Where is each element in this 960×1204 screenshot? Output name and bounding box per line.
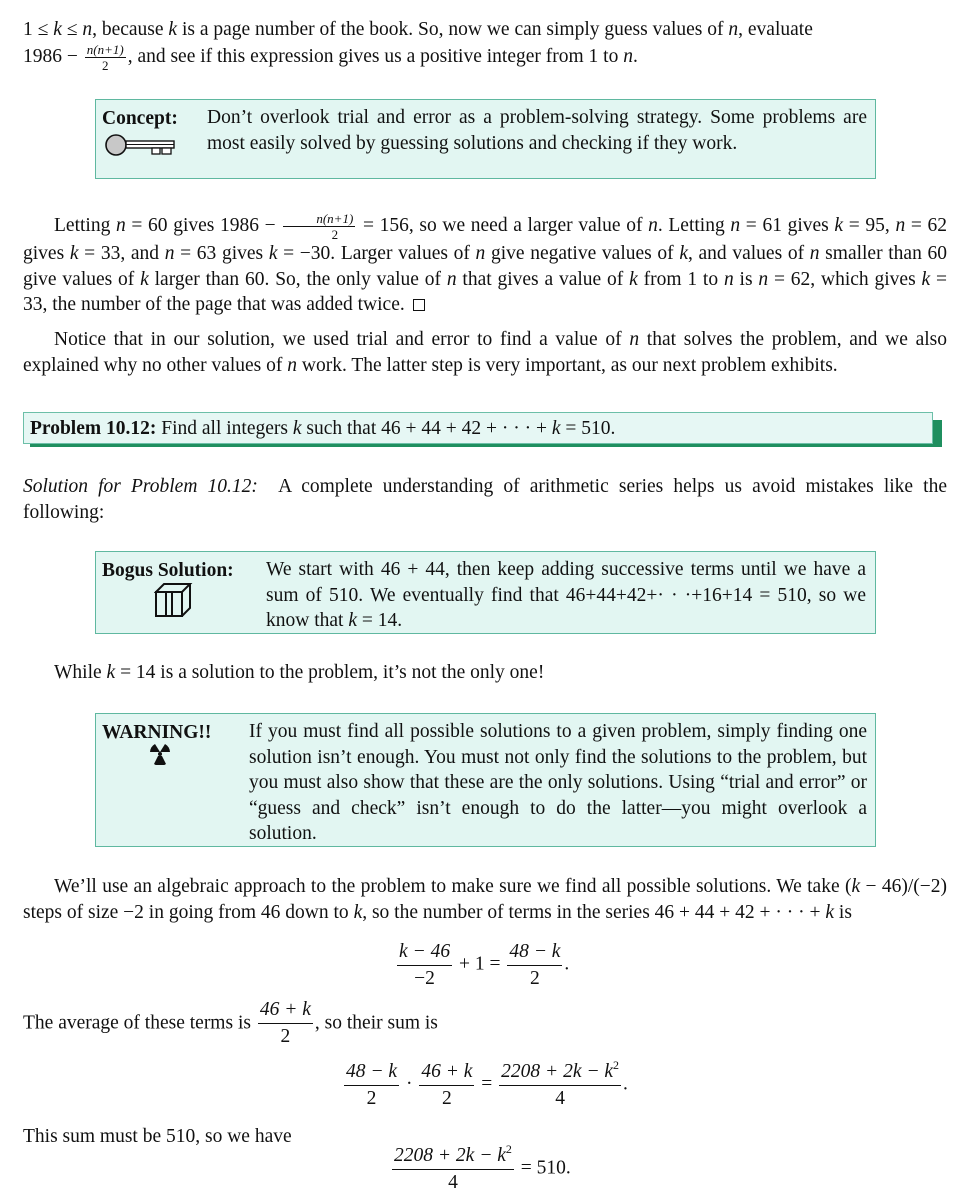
text: , and values of [687, 243, 810, 264]
solution-label: Solution for Problem 10.12: [23, 476, 258, 497]
denominator: 2 [366, 1087, 377, 1109]
var-n: n [82, 19, 93, 40]
var-k: k [292, 418, 302, 439]
text: We’ll use an algebraic approach to the problem to make sure we find all possible solutions. We take ( [54, 876, 852, 897]
concept-label: Concept: [102, 108, 178, 129]
var-n: n [758, 268, 769, 290]
text: such that 46 + 44 + 42 + · · · + [301, 418, 552, 439]
numerator: k − 46 [397, 942, 452, 966]
text: that gives a value of [456, 268, 630, 290]
text: give negative values of [485, 243, 680, 264]
numerator: 46 + k [419, 1062, 474, 1086]
broken-cube-icon [154, 582, 194, 626]
text: While [54, 662, 107, 683]
var-k: k [140, 268, 149, 290]
var-n: n [115, 214, 126, 236]
text: work. The latter step is very important, as our next problem exhibits. [297, 354, 838, 376]
var-k: k [551, 418, 561, 439]
denominator: 2 [441, 1087, 452, 1109]
text: = 60 gives 1986 − [125, 214, 282, 236]
denominator: 4 [555, 1087, 565, 1109]
fraction [258, 1000, 313, 1046]
bogus-text [266, 557, 866, 634]
text: A complete understanding of arithmetic series helps us avoid mistakes like the following: [23, 476, 948, 523]
denominator: 2 [331, 227, 339, 242]
var-k: k [851, 876, 861, 897]
text: = 14. [356, 610, 403, 631]
numerator: 46 + k [258, 1000, 313, 1024]
text: This sum must be 510, so we have [23, 1126, 292, 1147]
warning-label: WARNING!! [102, 722, 212, 743]
text: is [733, 268, 759, 290]
text: . Letting [657, 214, 731, 236]
fraction [344, 1062, 399, 1108]
text: , evaluate [738, 19, 813, 40]
fraction [419, 1062, 474, 1108]
var-n: n [723, 268, 734, 290]
text: = 61 gives [740, 214, 835, 236]
bogus-solution-box [95, 551, 876, 634]
text: . [632, 45, 638, 67]
var-n: n [287, 354, 298, 376]
text: , so the number of terms in the series 46 + 44 + 42 + · · · + [362, 901, 826, 923]
text: that solves the problem, and we also explained why no other values of [23, 329, 947, 376]
problem-statement [30, 416, 615, 442]
exponent: 2 [613, 1058, 620, 1072]
var-k: k [629, 268, 638, 290]
qed-square-icon [413, 299, 425, 311]
text: = 510. [560, 418, 616, 439]
text: Find all integers [156, 418, 293, 439]
var-n: n [164, 243, 175, 264]
fraction [392, 1142, 514, 1193]
text: = 33, and [78, 243, 165, 264]
denominator: −2 [414, 967, 435, 989]
exponent: 2 [505, 1142, 512, 1156]
var-k: k [168, 19, 178, 40]
var-k: k [106, 662, 116, 683]
text: is a page number of the book. So, now we can simply guess values of [177, 19, 729, 40]
var-n: n [730, 214, 741, 236]
algebra-paragraph [23, 874, 947, 925]
intro-paragraph [23, 17, 947, 72]
text: smaller than 60 give values of [23, 243, 947, 290]
var-k: k [69, 243, 79, 264]
equation-final [390, 1142, 571, 1193]
var-n: n [728, 19, 739, 40]
radiation-icon [149, 743, 171, 773]
fraction [507, 942, 562, 988]
text: = 62, which gives [768, 268, 922, 290]
numerator: 48 − k [507, 942, 562, 966]
numerator [392, 1142, 514, 1170]
bogus-label: Bogus Solution: [102, 560, 234, 581]
notice-paragraph [23, 327, 947, 378]
fraction [397, 942, 452, 988]
text: · [401, 1073, 418, 1095]
denominator: 4 [448, 1171, 458, 1193]
var-k: k [921, 268, 931, 290]
text: = 62 gives [23, 214, 948, 264]
key-icon [104, 133, 176, 165]
problem-box [23, 412, 933, 444]
var-k: k [268, 243, 278, 264]
average-line [23, 1000, 947, 1046]
text: from 1 to [637, 268, 724, 290]
text: = −30. Larger values of [277, 243, 476, 264]
var-k: k [834, 214, 844, 236]
var-k: k [825, 901, 835, 923]
numerator: 48 − k [344, 1062, 399, 1086]
concept-box [95, 99, 876, 179]
text: = 95, [843, 214, 896, 236]
text: = 33, the number of the page that was added twice. [23, 268, 947, 315]
text: = 510. [515, 1157, 571, 1179]
var-n: n [446, 268, 457, 290]
solution-intro [23, 474, 947, 525]
text: . [623, 1073, 628, 1095]
text: . [564, 953, 570, 975]
var-n: n [648, 214, 658, 236]
numerator: n(n+1) [86, 41, 124, 57]
text: , because [92, 19, 169, 40]
text: + 1 = [454, 953, 506, 975]
while-line [23, 660, 947, 686]
var-k: k [348, 610, 357, 631]
denominator: 2 [280, 1025, 291, 1047]
text: is [834, 901, 852, 923]
text: larger than 60. So, the only value of [148, 268, 447, 290]
text: , and see if this expression gives us a positive integer from 1 to [127, 45, 624, 67]
text: = 14 is a solution to the problem, it’s not the only one! [115, 662, 545, 683]
equation-sum [342, 1058, 628, 1109]
text: = 63 gives [174, 243, 269, 264]
denominator: 2 [101, 57, 109, 73]
denominator: 2 [529, 967, 540, 989]
concept-text: Don’t overlook trial and error as a problem-solving strategy. Some problems are most easily solved by guessing solutions and checking if they work. [207, 107, 867, 154]
text: = [476, 1073, 498, 1095]
var-k: k [353, 901, 363, 923]
numerator-text: 2208 + 2k − k [394, 1145, 506, 1166]
fraction [499, 1058, 621, 1109]
text: We start with 46 + 44, then keep adding successive terms until we have a sum of 510. We eventually find that 46+44+42+· · ·+16+14 = 510, so we know that [266, 559, 866, 631]
fraction [283, 212, 355, 241]
text: ≤ [61, 19, 83, 40]
warning-text: If you must find all possible solutions to a given problem, simply finding one solution isn’t enough. You must not only find the solutions to the problem, but you must also show that these are the only solutions. Using “trial and error” or “guess and check” isn’t enough to do the latter—you might overlook a solution. [249, 721, 867, 844]
var-n: n [475, 243, 486, 264]
text: − 46)/(−2) steps of size −2 in going from 46 down to [23, 876, 947, 923]
text: 1 ≤ [23, 19, 54, 40]
warning-box [95, 713, 876, 847]
equation-term-count [395, 942, 569, 988]
numerator [499, 1058, 621, 1086]
var-n: n [623, 45, 633, 67]
text: Notice that in our solution, we used trial and error to find a value of [54, 329, 630, 350]
text: = 156, so we need a larger value of [357, 214, 649, 236]
problem-label: Problem 10.12: [30, 418, 157, 439]
var-n: n [629, 329, 640, 350]
var-k: k [53, 19, 62, 40]
text: Letting [54, 214, 116, 236]
var-n: n [895, 214, 906, 236]
text: The average of these terms is [23, 1012, 256, 1034]
numerator-text: 2208 + 2k − k [501, 1061, 614, 1082]
fraction [85, 43, 126, 72]
text: , so their sum is [314, 1012, 438, 1034]
trials-paragraph [23, 212, 947, 318]
var-n: n [809, 243, 820, 264]
var-k: k [679, 243, 688, 264]
numerator: n(n+1) [283, 212, 355, 227]
text: 1986 − [23, 45, 83, 67]
